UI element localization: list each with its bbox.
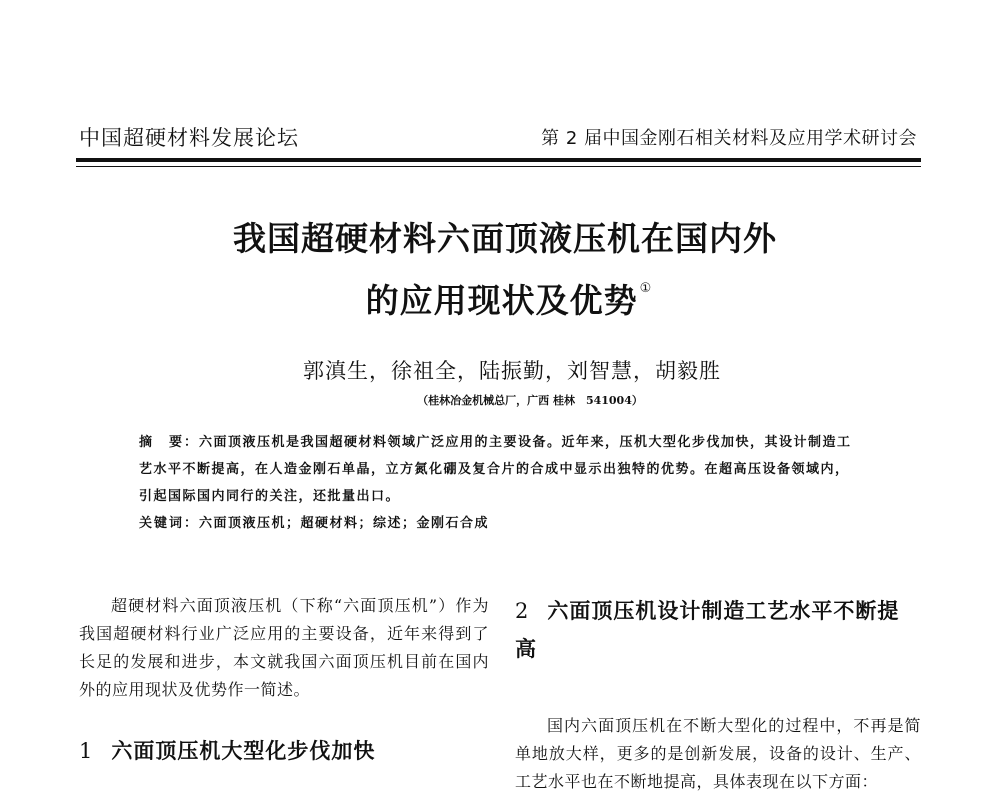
- abstract-block: [139, 429, 859, 537]
- header-rule-thick: [76, 158, 921, 162]
- section-1-number: 1: [79, 739, 94, 763]
- section-2-heading: [515, 592, 921, 668]
- title-line-2-text: 的应用现状及优势: [365, 281, 638, 320]
- running-header-right: 第 2 届中国金刚石相关材料及应用学术研讨会: [541, 128, 917, 149]
- keywords-text: 六面顶液压机；超硬材料；综述；金刚石合成: [199, 516, 490, 531]
- section-2-title: 六面顶压机设计制造工艺水平不断提高: [515, 599, 900, 661]
- title-line-2: [0, 264, 1000, 326]
- header-rule-thin: [76, 166, 921, 167]
- section-1-heading: [79, 735, 375, 765]
- abstract-label: 摘 要：: [139, 435, 200, 450]
- abstract: [139, 429, 859, 510]
- running-header-left: 中国超硬材料发展论坛: [79, 126, 299, 150]
- paper-title: [0, 214, 1000, 326]
- keywords: [139, 510, 859, 537]
- abstract-text: 六面顶液压机是我国超硬材料领域广泛应用的主要设备。近年来，压机大型化步伐加快，其设计制造工艺水平不断提高，在人造金刚石单晶，立方氮化硼及复合片的合成中显示出独特的优势。在超高压设备领域内，引起国际国内同行的关注，还批量出口。: [139, 435, 852, 504]
- right-column: [515, 592, 921, 796]
- title-line-1: 我国超硬材料六面顶液压机在国内外: [233, 219, 777, 258]
- footnote-mark: ①: [639, 281, 653, 296]
- author-list: 郭滇生，徐祖全，陆振勤，刘智慧，胡毅胜: [303, 359, 721, 383]
- section-2-number: 2: [515, 599, 530, 623]
- affiliation: （桂林冶金机械总厂，广西 桂林 541004）: [417, 394, 643, 407]
- section-1-title: 六面顶压机大型化步伐加快: [111, 739, 376, 763]
- intro-paragraph: 超硬材料六面顶液压机（下称“六面顶压机”）作为我国超硬材料行业广泛应用的主要设备，近年来得到了长足的发展和进步，本文就我国六面顶压机目前在国内外的应用现状及优势作一简述。: [79, 596, 489, 699]
- left-column: [79, 592, 489, 704]
- keywords-label: 关键词：: [139, 516, 200, 531]
- section-2-paragraph: 国内六面顶压机在不断大型化的过程中，不再是简单地放大样，更多的是创新发展，设备的设计、生产、工艺水平也在不断地提高，具体表现在以下方面：: [515, 716, 921, 791]
